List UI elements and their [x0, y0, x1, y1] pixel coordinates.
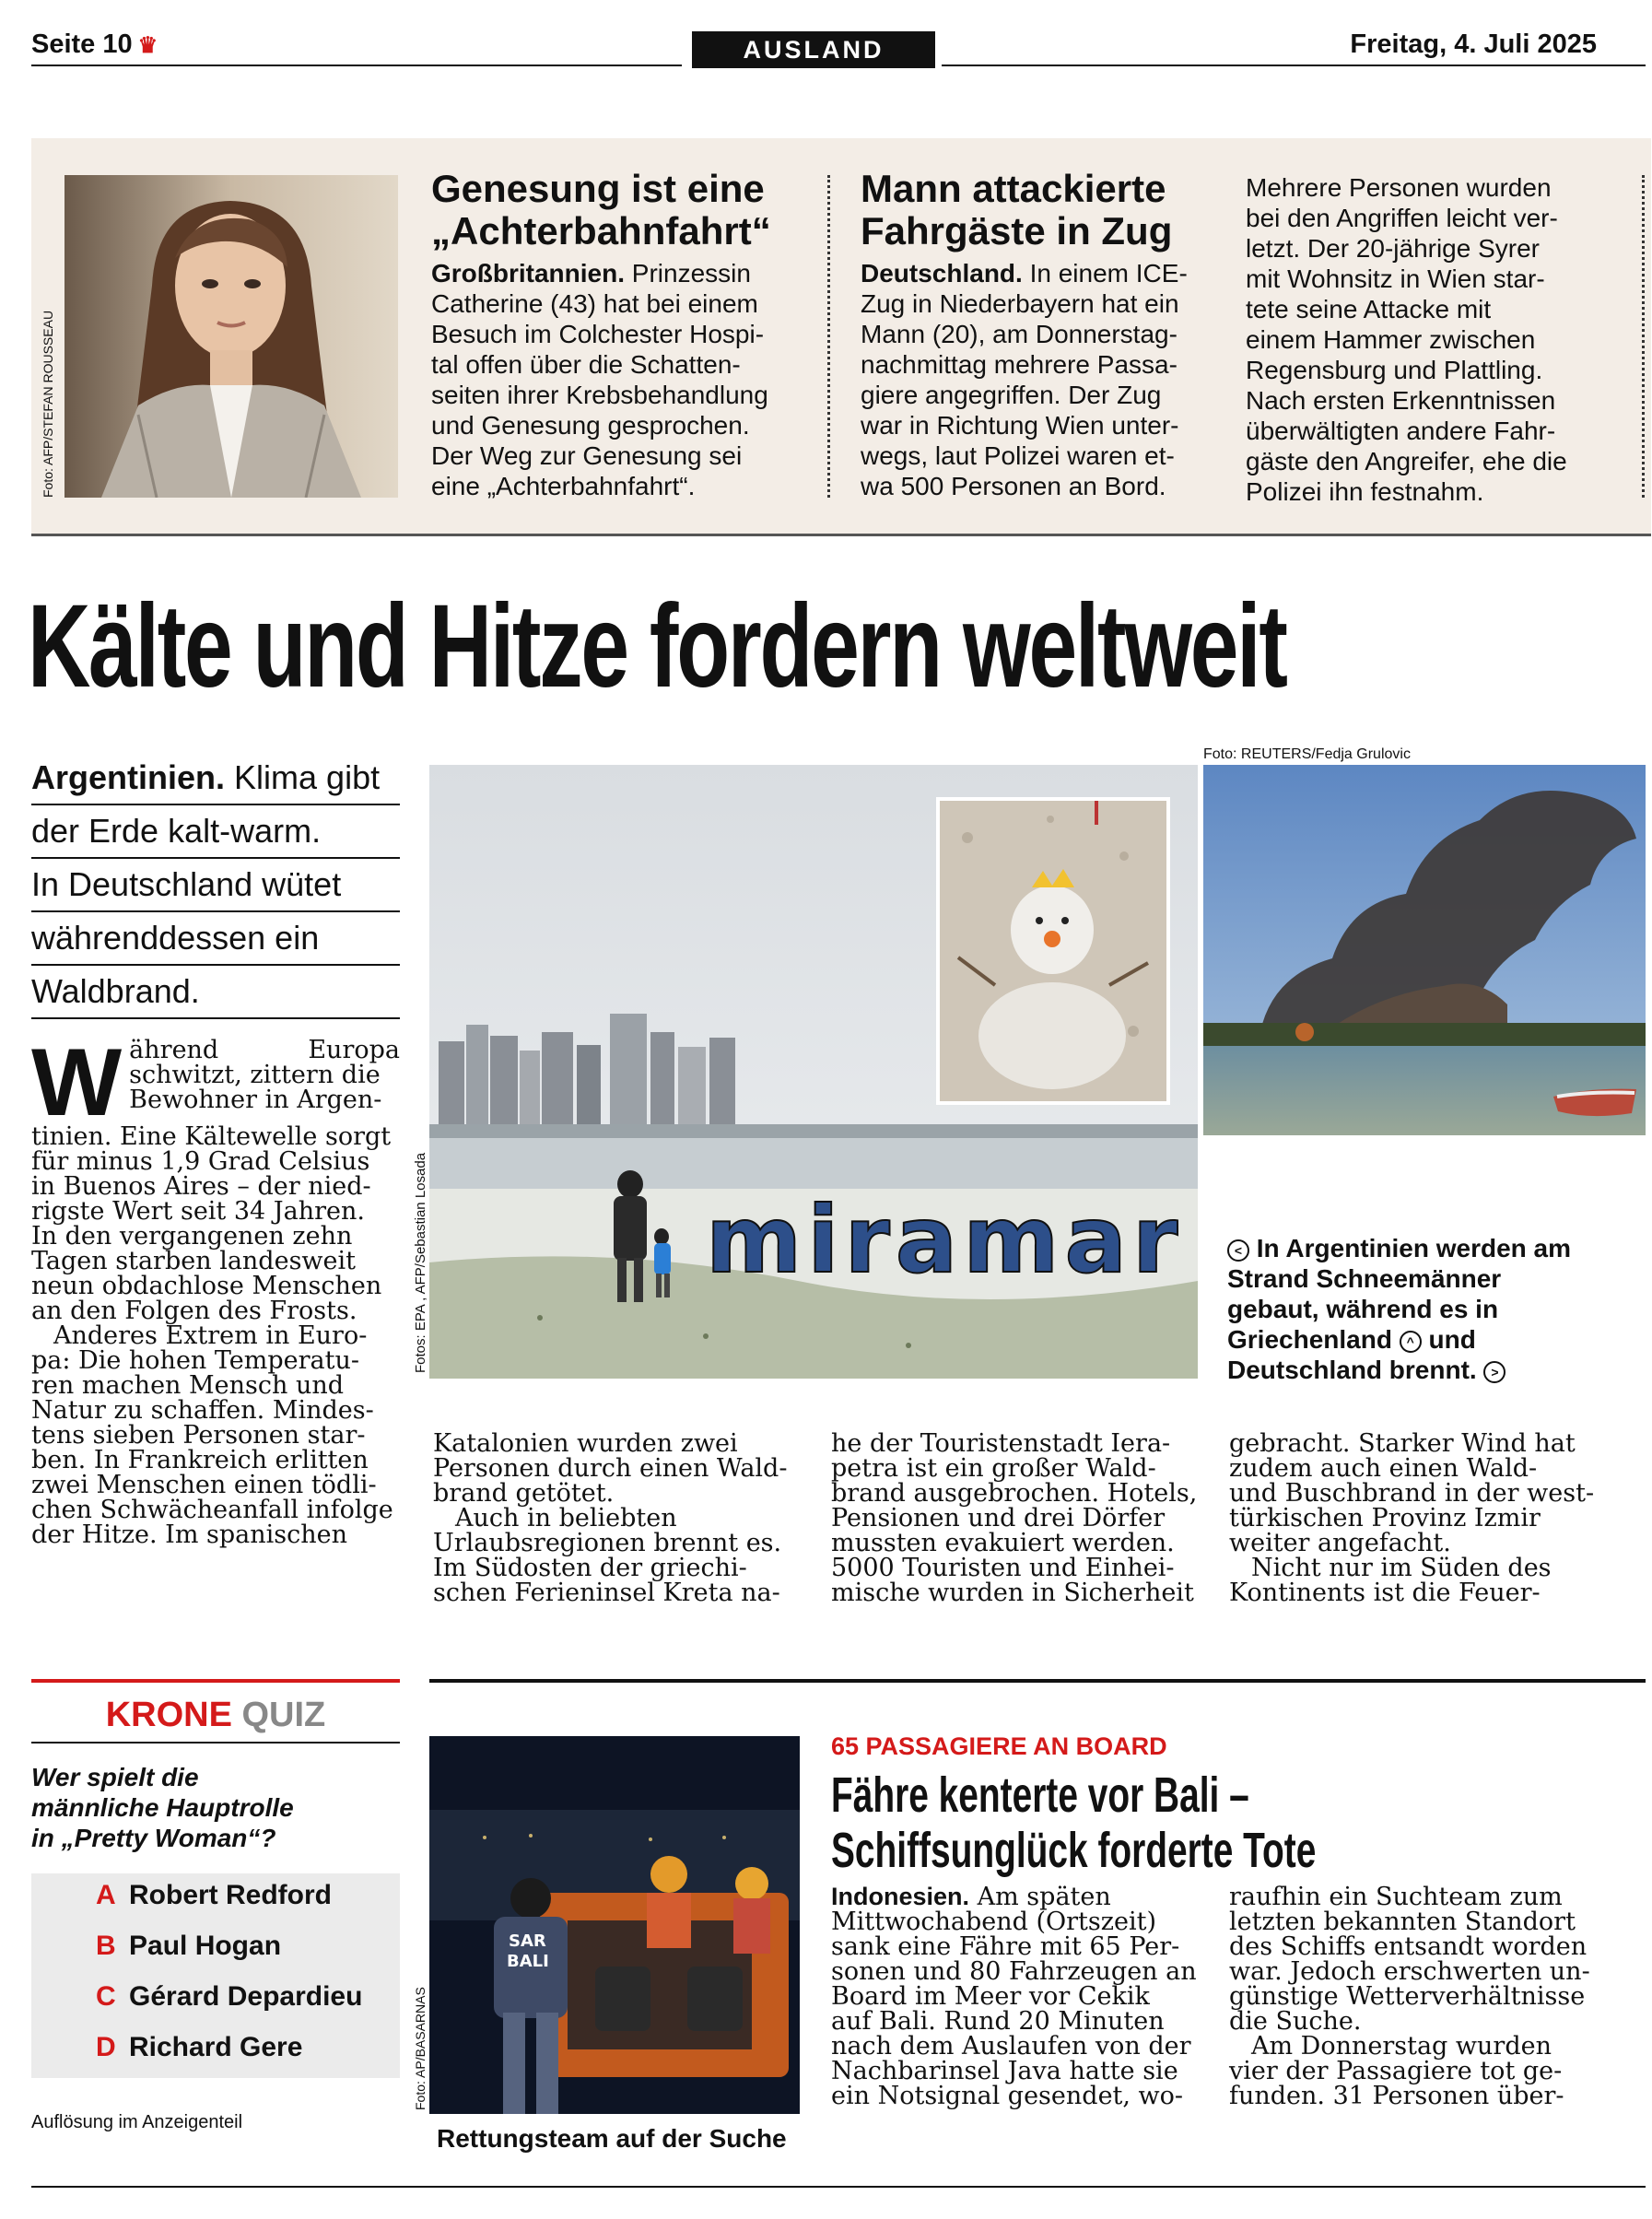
quiz-option-d: D Richard Gere — [96, 2032, 303, 2062]
photo-caption: < In Argentinien werden am Strand Schneemänner gebaut, während es in Griechenland ^ und Deutschland brennt. > — [1227, 1234, 1572, 1384]
article-column-4: gebracht. Starker Wind hat zudem auch einen Wald- und Buschbrand in der west- türkischen Provinz Izmir weiter angefacht. Nicht nur im Süden des Kontinents ist die Feuer- — [1229, 1429, 1595, 1607]
column-divider — [827, 175, 830, 498]
quiz-option-a: A Robert Redford — [96, 1880, 332, 1910]
main-headline: Kälte und Hitze fordern weltweit — [28, 581, 1286, 712]
photo-credit: Foto: AP/BASARNAS — [413, 1987, 428, 2110]
princess-photo — [64, 175, 398, 498]
page-bottom-rule — [31, 2186, 1646, 2188]
article-column-2: Katalonien wurden zwei Personen durch einen Wald- brand getötet. Auch in beliebten Urlaubsregionen brennt es. Im Südosten der griechi- schen Ferieninsel Kreta na- — [433, 1429, 788, 1607]
quiz-title: KRONE QUIZ — [105, 1696, 326, 1734]
intro-line: der Erde kalt-warm. — [31, 805, 400, 859]
column-divider-right — [1642, 175, 1645, 498]
story2-body: Deutschland. In einem ICE- Zug in Niederbayern hat ein Mann (20), am Donnerstag- nachmittag mehrere Passa- giere angegriffen. Der Zug war in Richtung Wien unter- wegs, laut Polizei waren et- wa 500 Personen an Bord. — [861, 259, 1188, 500]
intro-line: währenddessen ein — [31, 912, 400, 966]
arrow-left-icon: < — [1227, 1239, 1249, 1262]
wildfire-photo — [1203, 765, 1646, 1135]
bali-column-2: raufhin ein Suchteam zum letzten bekannten Standort des Schiffs entsandt worden war. Jedoch erschwerten un- günstige Wetterverhältnisse die Suche. Am Donnerstag wurden vier der Passagiere tot ge- funden. 31 Personen über- — [1229, 1883, 1590, 2110]
photo-credit: Foto: AFP/STEFAN ROUSSEAU — [41, 310, 55, 498]
quiz-question: Wer spielt die männliche Hauptrolle in „Pretty Woman“? — [31, 1763, 294, 1852]
arrow-right-icon: > — [1483, 1361, 1506, 1383]
snowman-photo — [936, 797, 1170, 1105]
story2-continuation: Mehrere Personen wurden bei den Angriffen leicht ver- letzt. Der 20-jährige Syrer mit Wohnsitz in Wien star- tete seine Attacke mit einem Hammer zwischen Regensburg und Plattling. Nach ersten Erkenntnissen überwältigten andere Fahr- gäste den Angreifer, ehe die Polizei ihn festnahm. — [1246, 173, 1567, 506]
intro-line: Argentinien. Klima gibt — [31, 752, 400, 805]
rescue-team-photo — [429, 1736, 800, 2114]
photo-credit: Foto: REUTERS/Fedja Grulovic — [1203, 746, 1411, 762]
header-rule-left — [31, 65, 682, 66]
intro-line: Waldbrand. — [31, 966, 400, 1019]
bali-column-1: Indonesien. Am späten Mittwochabend (Ortszeit) sank eine Fähre mit 65 Per- sonen und 80 Fahrzeugen an Board im Meer vor Cekik auf Bali. Rund 20 Minuten nach dem Auslaufen von der Nachbarinsel Java hatte sie ein Notsignal gesendet, wo- — [831, 1883, 1197, 2110]
issue-date: Freitag, 4. Juli 2025 — [1350, 29, 1597, 59]
photo-credit: Fotos: EPA , AFP/Sebastian Losada — [413, 1152, 428, 1373]
top-box-rule — [31, 534, 1651, 536]
dropcap: W — [31, 1029, 123, 1136]
quiz-top-rule — [31, 1679, 400, 1683]
vest-label: BALI — [507, 1952, 549, 1971]
header-rule-right — [942, 65, 1646, 66]
story1-headline: Genesung ist eine „Achterbahnfahrt“ — [431, 167, 771, 252]
article-column-3: he der Touristenstadt Iera- petra ist ein großer Wald- brand ausgebrochen. Hotels, Pensionen und drei Dörfer mussten evakuiert werden. 5000 Touristen und Einhei- mische wurden in Sicherheit — [831, 1429, 1198, 1607]
intro-line: In Deutschland wütet — [31, 859, 400, 912]
page-number: Seite 10 ♛ — [31, 29, 158, 59]
bali-kicker: 65 PASSAGIERE AN BOARD — [831, 1732, 1167, 1760]
bali-headline: Fähre kenterte vor Bali – Schiffsunglück forderte Tote — [831, 1767, 1317, 1878]
vest-label: SAR — [509, 1931, 546, 1951]
section-label: AUSLAND — [692, 31, 935, 68]
story2-headline: Mann attackierte Fahrgäste in Zug — [861, 167, 1173, 252]
rescue-photo-caption: Rettungsteam auf der Suche — [437, 2124, 787, 2153]
quiz-option-c: C Gérard Depardieu — [96, 1981, 363, 2012]
quiz-solution-note: Auflösung im Anzeigenteil — [31, 2112, 243, 2132]
quiz-option-b: B Paul Hogan — [96, 1931, 282, 1961]
arrow-up-icon: ^ — [1400, 1331, 1422, 1353]
article-column-1: W ährend Europa schwitzt, zittern die Bewohner in Argen- tinien. Eine Kältewelle sorgt für minus 1,9 Grad Celsius in Buenos Aires – der nied- rigste Wert seit 34 Jahren. In den vergangenen zehn Tagen starben landesweit neun obdachlose Menschen an den Folgen des Frosts. Anderes Extrem in Euro- pa: Die hohen Temperatu- ren machen Mensch und Natur zu schaffen. Mindes- tens sieben Personen star- ben. In Frankreich erlitten zwei Menschen einen tödli- chen Schwächeanfall infolge der Hitze. Im spanischen — [31, 1029, 400, 1549]
section-rule — [429, 1679, 1646, 1683]
story1-body: Großbritannien. Prinzessin Catherine (43) hat bei einem Besuch im Colchester Hospi- tal offen über die Schatten- seiten ihrer Krebsbehandlung und Genesung gesprochen. Der Weg zur Genesung sei eine „Achterbahnfahrt“. — [431, 259, 768, 500]
crown-icon: ♛ — [137, 33, 158, 58]
quiz-title-rule — [31, 1742, 400, 1744]
miramar-sign: miramar — [706, 1186, 1184, 1294]
